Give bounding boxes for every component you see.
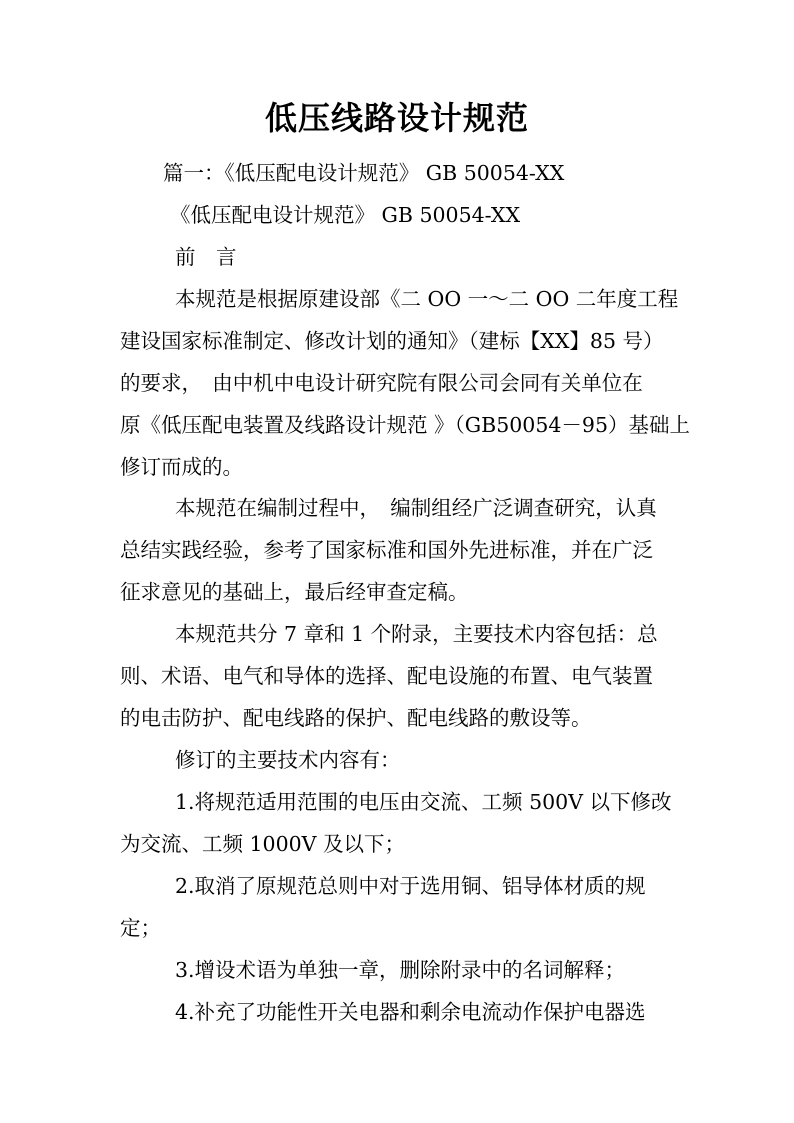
text-line-preface-heading: 前 言: [175, 245, 237, 269]
text-line-section-heading: 篇一：《低压配电设计规范》 GB 50054-XX: [163, 161, 565, 185]
text-line: 修订的主要技术内容有：: [175, 748, 401, 772]
text-line: 修订而成的。: [120, 455, 243, 479]
text-line: 征求意见的基础上，最后经审查定稿。: [120, 580, 469, 604]
list-item: 2.取消了原规范总则中对于选用铜、铝导体材质的规: [175, 874, 646, 898]
text-line: 建设国家标准制定、修改计划的通知》（建标【XX】85 号）: [120, 329, 664, 353]
text-line: 本规范在编制过程中， 编制组经广泛调查研究，认真: [175, 496, 657, 520]
list-item: 1.将规范适用范围的电压由交流、工频 500V 以下修改: [175, 790, 672, 814]
text-line: 则、术语、电气和导体的选择、配电设施的布置、电气装置: [120, 664, 653, 688]
list-item: 3.增设术语为单独一章，删除附录中的名词解释；: [175, 958, 626, 982]
text-line-standard-name: 《低压配电设计规范》 GB 50054-XX: [170, 203, 521, 227]
list-item-continuation: 定；: [120, 916, 161, 940]
text-line: 的电击防护、配电线路的保护、配电线路的敷设等。: [120, 706, 592, 730]
text-line: 的要求， 由中机中电设计研究院有限公司会同有关单位在: [120, 371, 643, 395]
list-item: 4.补充了功能性开关电器和剩余电流动作保护电器选: [175, 1000, 646, 1024]
text-line: 本规范是根据原建设部《二 OO 一～二 OO 二年度工程: [175, 287, 679, 311]
text-line: 总结实践经验，参考了国家标准和国外先进标准，并在广泛: [120, 538, 653, 562]
text-line: 本规范共分 7 章和 1 个附录，主要技术内容包括：总: [175, 622, 658, 646]
list-item-continuation: 为交流、工频 1000V 及以下；: [120, 832, 406, 856]
document-title: 低压线路设计规范: [264, 99, 529, 137]
text-line: 原《低压配电装置及线路设计规范 》（GB50054－95）基础上: [120, 413, 691, 437]
